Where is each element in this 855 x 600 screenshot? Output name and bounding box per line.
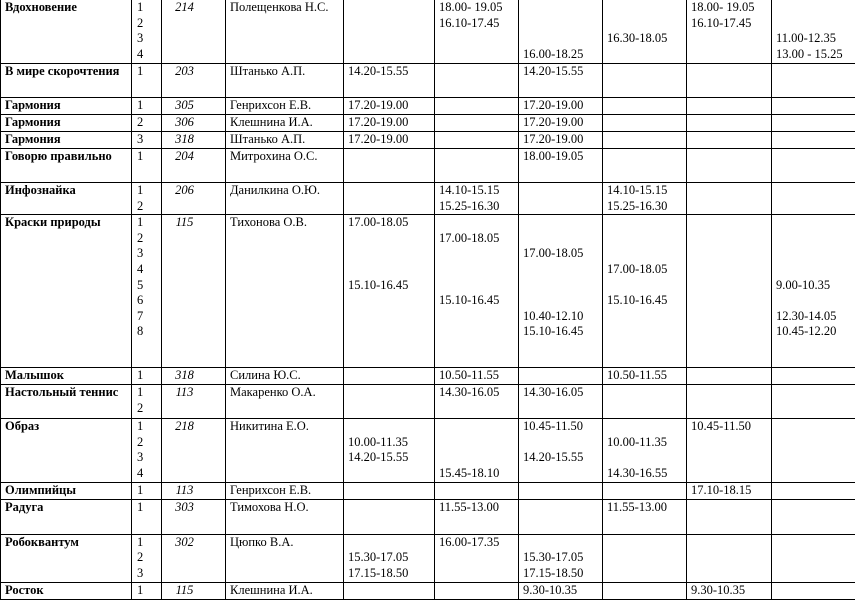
teacher-name: Клешнина И.А. bbox=[226, 582, 344, 599]
time-slot-day-2: 14.30-16.05 bbox=[435, 385, 519, 419]
time-slot-day-5: 10.45-11.50 bbox=[687, 419, 772, 482]
activity-name: Образ bbox=[1, 419, 132, 482]
activity-name: Малышок bbox=[1, 368, 132, 385]
time-slot-day-3: 18.00-19.05 bbox=[519, 149, 603, 183]
group-numbers: 1 bbox=[132, 582, 162, 599]
time-slot-day-3 bbox=[519, 482, 603, 499]
time-slot-day-2: 11.55-13.00 bbox=[435, 499, 519, 534]
time-slot-day-2 bbox=[435, 98, 519, 115]
time-slot-day-6 bbox=[772, 132, 855, 149]
table-row bbox=[1, 419, 855, 482]
activity-name: Гармония bbox=[1, 115, 132, 132]
room-number: 113 bbox=[162, 385, 226, 419]
room-number: 318 bbox=[162, 132, 226, 149]
time-slot-day-3: 17.20-19.00 bbox=[519, 98, 603, 115]
time-slot-day-6 bbox=[772, 499, 855, 534]
teacher-name: Тихонова О.В. bbox=[226, 215, 344, 368]
time-slot-day-2 bbox=[435, 64, 519, 98]
time-slot-day-6: 9.00-10.35 12.30-14.05 10.45-12.20 bbox=[772, 215, 855, 368]
time-slot-day-5 bbox=[687, 534, 772, 582]
time-slot-day-1 bbox=[344, 0, 435, 64]
table-row bbox=[1, 183, 855, 215]
teacher-name: Данилкина О.Ю. bbox=[226, 183, 344, 215]
time-slot-day-2 bbox=[435, 132, 519, 149]
time-slot-day-3: 17.20-19.00 bbox=[519, 132, 603, 149]
teacher-name: Полещенкова Н.С. bbox=[226, 0, 344, 64]
table-row bbox=[1, 368, 855, 385]
time-slot-day-3: 17.00-18.05 10.40-12.10 15.10-16.45 bbox=[519, 215, 603, 368]
time-slot-day-4 bbox=[603, 115, 687, 132]
group-numbers: 1 2 bbox=[132, 183, 162, 215]
time-slot-day-1: 10.00-11.35 14.20-15.55 bbox=[344, 419, 435, 482]
time-slot-day-4 bbox=[603, 582, 687, 599]
time-slot-day-6 bbox=[772, 368, 855, 385]
room-number: 214 bbox=[162, 0, 226, 64]
room-number: 318 bbox=[162, 368, 226, 385]
time-slot-day-6: 11.00-12.35 13.00 - 15.25 bbox=[772, 0, 855, 64]
teacher-name: Тимохова Н.О. bbox=[226, 499, 344, 534]
time-slot-day-3: 14.30-16.05 bbox=[519, 385, 603, 419]
room-number: 113 bbox=[162, 482, 226, 499]
time-slot-day-4 bbox=[603, 385, 687, 419]
time-slot-day-1: 17.20-19.00 bbox=[344, 132, 435, 149]
time-slot-day-2 bbox=[435, 115, 519, 132]
time-slot-day-2: 18.00- 19.05 16.10-17.45 bbox=[435, 0, 519, 64]
time-slot-day-2 bbox=[435, 582, 519, 599]
teacher-name: Генрихсон Е.В. bbox=[226, 482, 344, 499]
time-slot-day-4: 17.00-18.05 15.10-16.45 bbox=[603, 215, 687, 368]
teacher-name: Клешнина И.А. bbox=[226, 115, 344, 132]
time-slot-day-4 bbox=[603, 64, 687, 98]
time-slot-day-5 bbox=[687, 183, 772, 215]
room-number: 204 bbox=[162, 149, 226, 183]
group-numbers: 1 2 3 bbox=[132, 534, 162, 582]
time-slot-day-3: 17.20-19.00 bbox=[519, 115, 603, 132]
time-slot-day-5: 18.00- 19.05 16.10-17.45 bbox=[687, 0, 772, 64]
time-slot-day-5 bbox=[687, 115, 772, 132]
group-numbers: 2 bbox=[132, 115, 162, 132]
time-slot-day-1: 15.30-17.05 17.15-18.50 bbox=[344, 534, 435, 582]
activity-name: Олимпийцы bbox=[1, 482, 132, 499]
table-row bbox=[1, 582, 855, 599]
time-slot-day-3 bbox=[519, 183, 603, 215]
time-slot-day-6 bbox=[772, 98, 855, 115]
activity-name: Настольный теннис bbox=[1, 385, 132, 419]
time-slot-day-4 bbox=[603, 482, 687, 499]
time-slot-day-1: 17.20-19.00 bbox=[344, 98, 435, 115]
table-row bbox=[1, 149, 855, 183]
time-slot-day-6 bbox=[772, 482, 855, 499]
time-slot-day-6 bbox=[772, 64, 855, 98]
time-slot-day-2: 10.50-11.55 bbox=[435, 368, 519, 385]
group-numbers: 1 2 bbox=[132, 385, 162, 419]
room-number: 302 bbox=[162, 534, 226, 582]
time-slot-day-2: 15.45-18.10 bbox=[435, 419, 519, 482]
time-slot-day-1 bbox=[344, 482, 435, 499]
activity-name: Гармония bbox=[1, 98, 132, 115]
room-number: 306 bbox=[162, 115, 226, 132]
time-slot-day-1 bbox=[344, 385, 435, 419]
table-row bbox=[1, 385, 855, 419]
room-number: 115 bbox=[162, 582, 226, 599]
time-slot-day-6 bbox=[772, 419, 855, 482]
activity-name: Говорю правильно bbox=[1, 149, 132, 183]
time-slot-day-6 bbox=[772, 183, 855, 215]
activity-name: Росток bbox=[1, 582, 132, 599]
time-slot-day-4 bbox=[603, 534, 687, 582]
time-slot-day-5 bbox=[687, 385, 772, 419]
table-row bbox=[1, 0, 855, 64]
room-number: 203 bbox=[162, 64, 226, 98]
activity-name: Краски природы bbox=[1, 215, 132, 368]
room-number: 218 bbox=[162, 419, 226, 482]
activity-name: Гармония bbox=[1, 132, 132, 149]
table-row bbox=[1, 115, 855, 132]
room-number: 305 bbox=[162, 98, 226, 115]
time-slot-day-5: 9.30-10.35 bbox=[687, 582, 772, 599]
time-slot-day-3: 16.00-18.25 bbox=[519, 0, 603, 64]
time-slot-day-3 bbox=[519, 499, 603, 534]
time-slot-day-2: 14.10-15.15 15.25-16.30 bbox=[435, 183, 519, 215]
time-slot-day-2 bbox=[435, 149, 519, 183]
time-slot-day-6 bbox=[772, 385, 855, 419]
time-slot-day-1 bbox=[344, 368, 435, 385]
time-slot-day-1 bbox=[344, 499, 435, 534]
activity-name: Вдохновение bbox=[1, 0, 132, 64]
time-slot-day-4 bbox=[603, 132, 687, 149]
room-number: 303 bbox=[162, 499, 226, 534]
time-slot-day-5 bbox=[687, 368, 772, 385]
group-numbers: 1 2 3 4 bbox=[132, 0, 162, 64]
teacher-name: Макаренко О.А. bbox=[226, 385, 344, 419]
time-slot-day-6 bbox=[772, 149, 855, 183]
teacher-name: Силина Ю.С. bbox=[226, 368, 344, 385]
group-numbers: 1 2 3 4 5 6 7 8 bbox=[132, 215, 162, 368]
time-slot-day-4: 14.10-15.15 15.25-16.30 bbox=[603, 183, 687, 215]
time-slot-day-5 bbox=[687, 215, 772, 368]
teacher-name: Никитина Е.О. bbox=[226, 419, 344, 482]
time-slot-day-3 bbox=[519, 368, 603, 385]
teacher-name: Цюпко В.А. bbox=[226, 534, 344, 582]
time-slot-day-1 bbox=[344, 183, 435, 215]
teacher-name: Штанько А.П. bbox=[226, 132, 344, 149]
time-slot-day-2 bbox=[435, 482, 519, 499]
room-number: 115 bbox=[162, 215, 226, 368]
time-slot-day-3: 14.20-15.55 bbox=[519, 64, 603, 98]
group-numbers: 1 bbox=[132, 149, 162, 183]
time-slot-day-5 bbox=[687, 64, 772, 98]
time-slot-day-3: 15.30-17.05 17.15-18.50 bbox=[519, 534, 603, 582]
time-slot-day-2: 17.00-18.05 15.10-16.45 bbox=[435, 215, 519, 368]
group-numbers: 1 bbox=[132, 368, 162, 385]
time-slot-day-4 bbox=[603, 149, 687, 183]
time-slot-day-4: 11.55-13.00 bbox=[603, 499, 687, 534]
teacher-name: Генрихсон Е.В. bbox=[226, 98, 344, 115]
group-numbers: 1 2 3 4 bbox=[132, 419, 162, 482]
teacher-name: Штанько А.П. bbox=[226, 64, 344, 98]
activity-name: В мире скорочтения bbox=[1, 64, 132, 98]
time-slot-day-4: 10.00-11.35 14.30-16.55 bbox=[603, 419, 687, 482]
time-slot-day-6 bbox=[772, 115, 855, 132]
time-slot-day-5: 17.10-18.15 bbox=[687, 482, 772, 499]
time-slot-day-1 bbox=[344, 582, 435, 599]
group-numbers: 3 bbox=[132, 132, 162, 149]
group-numbers: 1 bbox=[132, 98, 162, 115]
time-slot-day-1 bbox=[344, 149, 435, 183]
table-row bbox=[1, 64, 855, 98]
time-slot-day-5 bbox=[687, 499, 772, 534]
activity-name: Инфознайка bbox=[1, 183, 132, 215]
teacher-name: Митрохина О.С. bbox=[226, 149, 344, 183]
time-slot-day-6 bbox=[772, 582, 855, 599]
activity-name: Робоквантум bbox=[1, 534, 132, 582]
time-slot-day-5 bbox=[687, 149, 772, 183]
table-row bbox=[1, 215, 855, 368]
time-slot-day-5 bbox=[687, 98, 772, 115]
time-slot-day-4 bbox=[603, 98, 687, 115]
table-row bbox=[1, 482, 855, 499]
time-slot-day-4: 10.50-11.55 bbox=[603, 368, 687, 385]
time-slot-day-1: 17.00-18.05 15.10-16.45 bbox=[344, 215, 435, 368]
schedule-body bbox=[1, 0, 855, 599]
time-slot-day-1: 14.20-15.55 bbox=[344, 64, 435, 98]
group-numbers: 1 bbox=[132, 64, 162, 98]
room-number: 206 bbox=[162, 183, 226, 215]
time-slot-day-5 bbox=[687, 132, 772, 149]
table-row bbox=[1, 534, 855, 582]
table-row bbox=[1, 499, 855, 534]
group-numbers: 1 bbox=[132, 482, 162, 499]
time-slot-day-3: 10.45-11.50 14.20-15.55 bbox=[519, 419, 603, 482]
time-slot-day-2: 16.00-17.35 bbox=[435, 534, 519, 582]
table-row bbox=[1, 132, 855, 149]
time-slot-day-1: 17.20-19.00 bbox=[344, 115, 435, 132]
activity-name: Радуга bbox=[1, 499, 132, 534]
group-numbers: 1 bbox=[132, 499, 162, 534]
time-slot-day-6 bbox=[772, 534, 855, 582]
table-row bbox=[1, 98, 855, 115]
time-slot-day-4: 16.30-18.05 bbox=[603, 0, 687, 64]
time-slot-day-3: 9.30-10.35 bbox=[519, 582, 603, 599]
